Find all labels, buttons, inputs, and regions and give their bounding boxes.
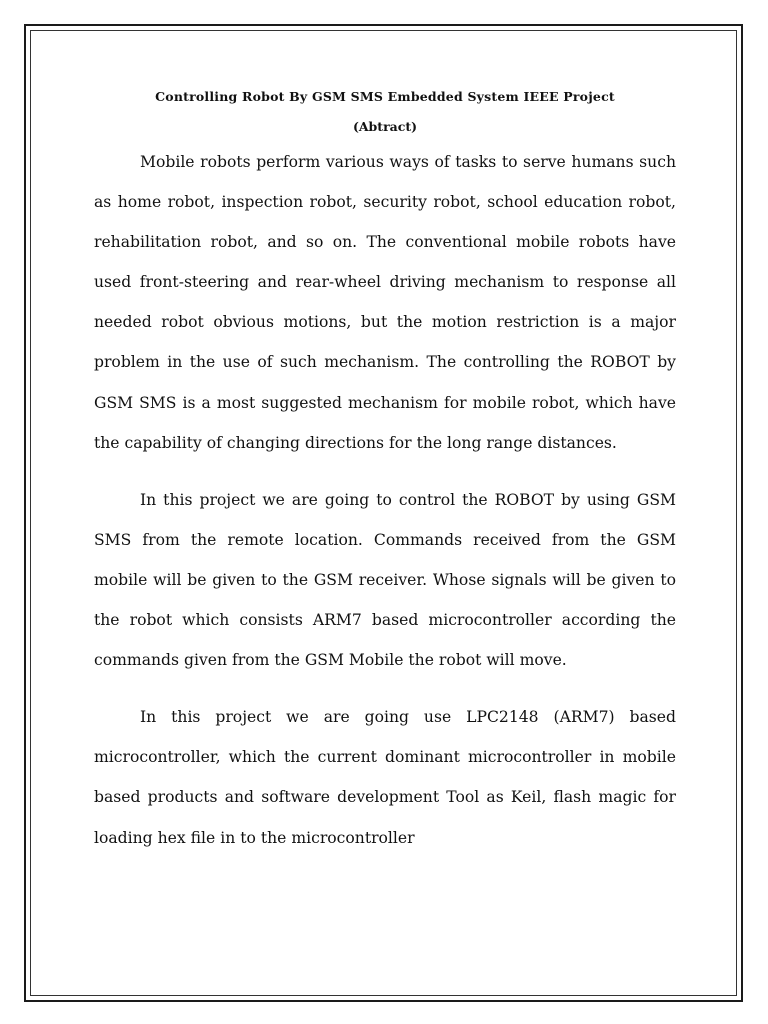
paragraph-1: Mobile robots perform various ways of tasks to serve humans such as home robot, inspection robot, security robot, school education robot, rehabilitation robot, and so on. The conventional mobile robots have used front-steering and rear-wheel driving mechanism to response all needed robot obvious motions, but the motion restriction is a major problem in the use of such mechanism. The controlling the ROBOT by GSM SMS is a most suggested mechanism for mobile robot, which have the capability of changing directions for the long range distances.	[94, 153, 676, 452]
paragraph-2: In this project we are going to control the ROBOT by using GSM SMS from the remote location. Commands received from the GSM mobile will be given to the GSM receiver. Whose signals will be given to the robot which consists ARM7 based microcontroller according the commands given from the GSM Mobile the robot will move.	[94, 490, 676, 670]
document-body	[94, 84, 676, 858]
paragraph-3: In this project we are going use LPC2148 (ARM7) based microcontroller, which the current dominant microcontroller in mobile based products and software development Tool as Keil, flash magic for loading hex file in to the microcontroller	[94, 708, 676, 847]
document-subtitle: (Abtract)	[352, 119, 418, 134]
document-title: Controlling Robot By GSM SMS Embedded System IEEE Project	[155, 89, 615, 104]
